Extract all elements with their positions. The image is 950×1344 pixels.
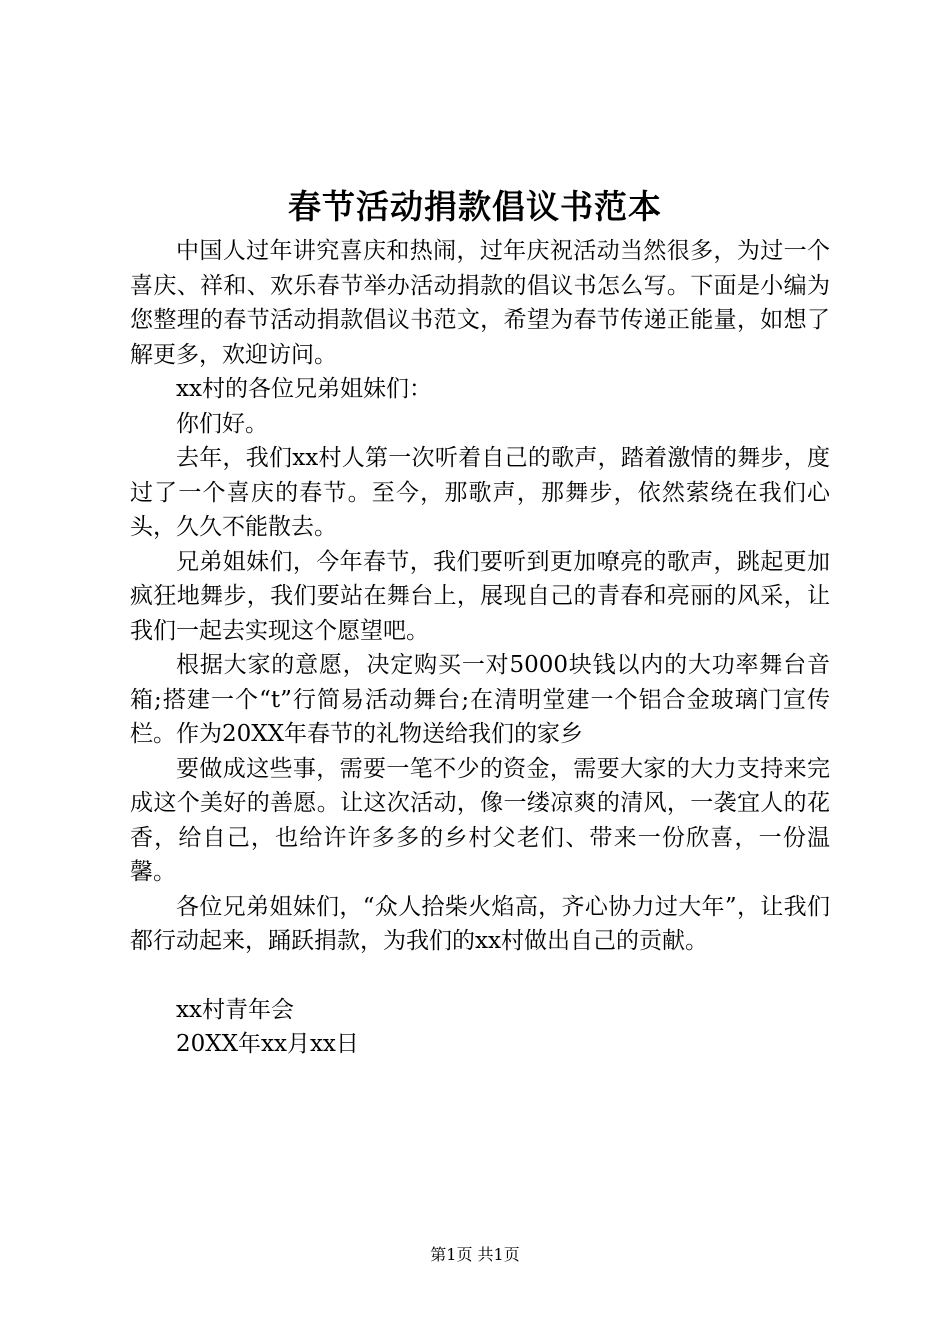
paragraph-plan: 根据大家的意愿，决定购买一对5000块钱以内的大功率舞台音箱;搭建一个“t”行简易活动舞台;在清明堂建一个铝合金玻璃门宣传栏。作为20XX年春节的礼物送给我们的家乡	[130, 652, 830, 747]
signature-date: 20XX年xx月xx日	[176, 1031, 359, 1057]
paragraph-this-year: 兄弟姐妹们，今年春节，我们要听到更加嘹亮的歌声，跳起更加疯狂地舞步，我们要站在舞台上，展现自己的青春和亮丽的风采，让我们一起去实现这个愿望吧。	[130, 548, 830, 644]
document-body	[130, 234, 830, 1062]
paragraph-funding: 要做成这些事，需要一笔不少的资金，需要大家的大力支持来完成这个美好的善愿。让这次活动，像一缕凉爽的清风，一袭宜人的花香，给自己，也给许许多多的乡村父老们、带来一份欣喜，一份温馨。	[130, 755, 830, 885]
paragraph-call-to-action: 各位兄弟姐妹们，“众人拾柴火焰高，齐心协力过大年”，让我们都行动起来，踊跃捐款，为我们的xx村做出自己的贡献。	[130, 893, 830, 954]
signature-organization: xx村青年会	[176, 996, 294, 1023]
page-footer: 第1页 共1页	[430, 1245, 520, 1264]
blank-line	[130, 959, 830, 993]
paragraph-last-year: 去年，我们xx村人第一次听着自己的歌声，踏着激情的舞步，度过了一个喜庆的春节。至今，那歌声，那舞步，依然萦绕在我们心头，久久不能散去。	[130, 445, 830, 540]
paragraph-greeting: 你们好。	[176, 410, 268, 437]
paragraph-intro: 中国人过年讲究喜庆和热闹，过年庆祝活动当然很多，为过一个喜庆、祥和、欢乐春节举办活动捐款的倡议书怎么写。下面是小编为您整理的春节活动捐款倡议书范文，希望为春节传递正能量，如想了解更多，欢迎访问。	[130, 238, 830, 368]
document-title: 春节活动捐款倡议书范本	[288, 187, 662, 226]
paragraph-salutation: xx村的各位兄弟姐妹们：	[176, 376, 432, 402]
